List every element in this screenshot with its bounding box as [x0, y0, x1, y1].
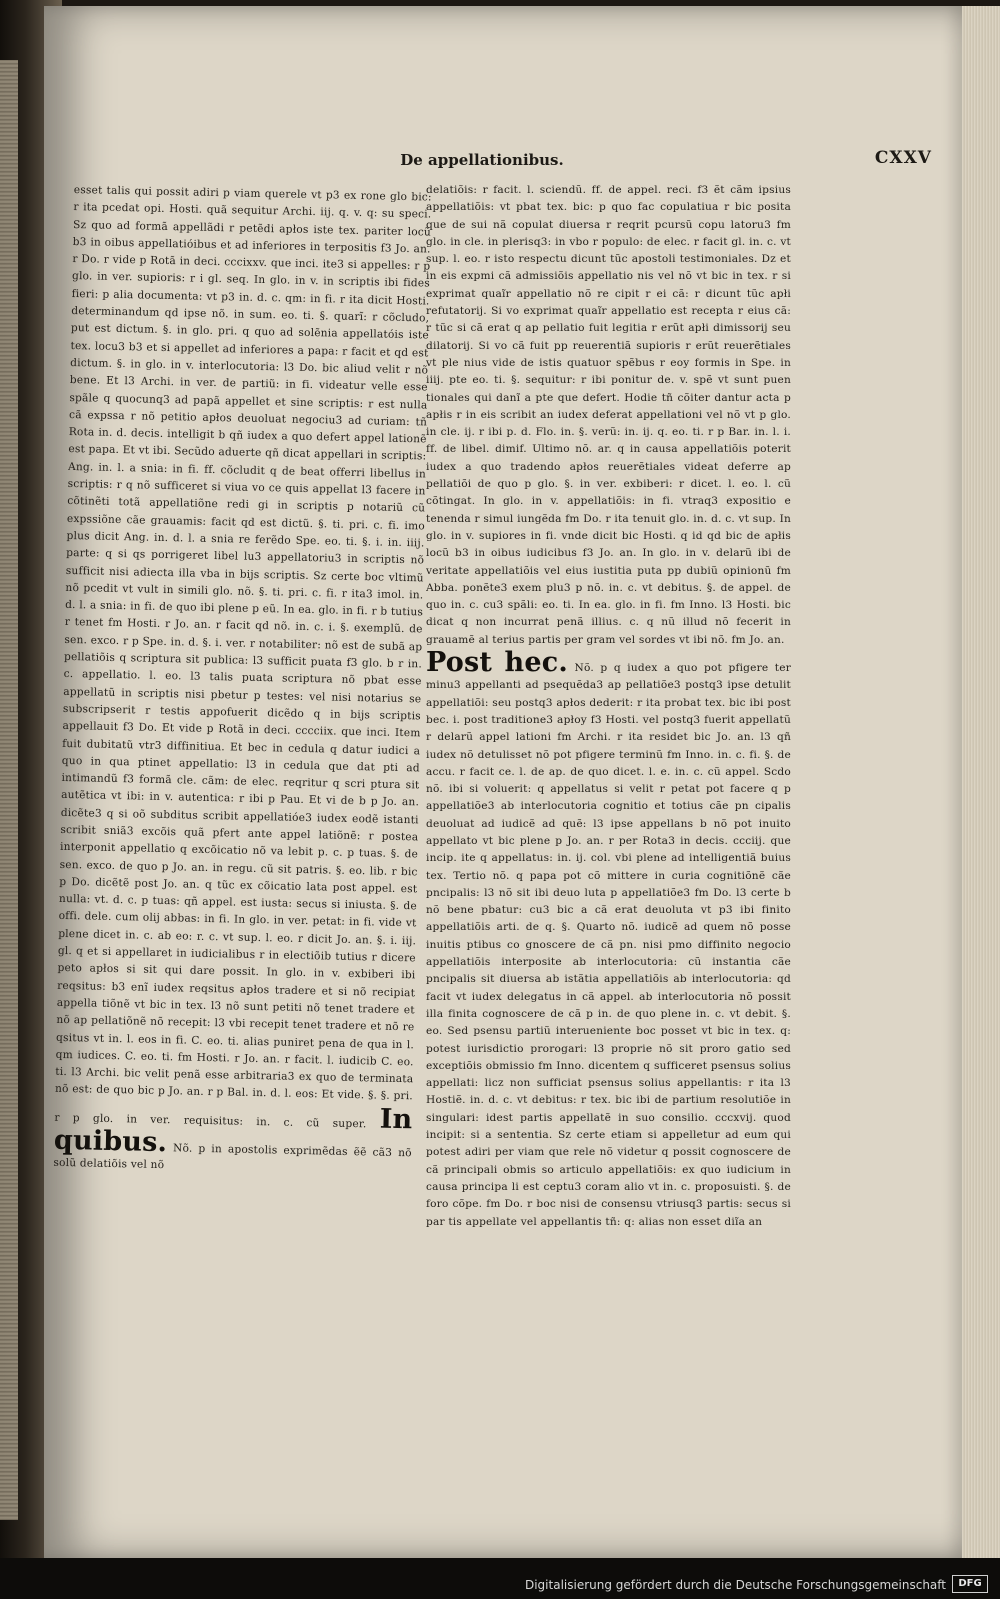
running-title: De appellationibus.: [400, 151, 564, 169]
rubric-initial: In quibus.: [53, 1103, 413, 1159]
page-block-edges: [962, 6, 1000, 1558]
rubric-initial: Post hec.: [426, 647, 569, 679]
folio-number: CXXV: [874, 148, 932, 168]
right-column-body-top: delatiõis: r facit. l. sciendũ. ff. de appel. reci. f3 ẽt cãm ipsius appellatiõis: vt pbat tex. bic: p quo fac copulatiua r bic posita que de sui nã copulat diuersa r reqrit pcursũ copu latoru3 fm glo. in cle. in plerisq3: in vbo r populo: de elec. r facit gl. in. c. vt sup. l. eo. r isto respectu dicunt tũc apostoli testimoniales. Dz et in eis expmi cã admissiõis appellatio nis vel nõ vt bic in tex. r si exprimat quaĩr appellatio nõ re cipit r ei cã: r dicunt tũc apłi refutatorij. Si vo exprimat quaĩr appellatio est recepta r eius cã: r tũc si cã erat q ap pellatio fuit legitia r erũt apłi dimissorij seu dilatorij. Si vo cã fuit pp reuerentiã supioris r erũt reuerẽtiales vt ple nius vide de istis quatuor spẽbus r eoy formis in Spe. in iiij. pte eo. ti. §. sequitur: r ibi ponitur de. v. spẽ vt sunt puen tionales qui danĩ a pte que defert. Hodie tñ cõiter dantur acta p apłis r in eis scribit an iudex deferat appellationi vel nõ vt p glo. in cle. ij. r ibi p. d. Flo. in. §. verũ: in. ij. q. eo. ti. r p Bar. in. l. i. ff. de libel. dimif. Ultimo nõ. ar. q in causa appellatiõis poterit iudex a quo tradendo apłos reuerẽtiales videat deferre ap pellatiõi de quo p glo. §. in ver. exbiberi: r dicet. l. eo. l. cũ cõtingat. In glo. in v. appellatiõis: in fi. vtraq3 expositio e tenenda r simul iungẽda fm Do. r ita tenuit glo. in. d. c. vt sup. In glo. in v. supiores in fi. vnde dicit bic Hosti. q id qd bic de apłis locũ b3 in oibus iudicibus f3 Jo. an. In glo. in v. delarũ ibi de veritate appellatiõis vel eius iustitia puta pp dubiũ opinionũ fm Abba. ponẽte3 exem plu3 p nõ. in. c. vt debitus. §. de appel. de quo in. c. cu3 spãli: eo. ti. In ea. glo. in fi. fm Inno. l3 Hosti. bic dicat q non incurrat penã illius. c. q nũ illud nõ fecerit in grauamẽ al terius partis per gram vel sordes vt ibi nõ. fm Jo. an.: [426, 184, 791, 646]
funding-credit: Digitalisierung gefördert durch die Deutsche Forschungsgemeinschaft: [524, 1578, 946, 1592]
left-page-edge: [0, 60, 18, 1520]
book-page: [44, 6, 962, 1558]
right-text-column: [426, 182, 791, 1306]
right-column-body-bottom: Post hec. Nõ. p q iudex a quo pot pfigere ter minu3 appellanti ad psequẽda3 ap pellatiõe3 postq3 ipse detulit appellatiõi: seu postq3 apłos dederit: r ita probat tex. bic ibi post bec. i. post traditione3 apłoy f3 Hosti. vel postq3 fuerit appellatũ r delarũ appel lationi fm Archi. r ita residet bic Jo. an. l3 qñ iudex nõ detulisset nõ pot pfigere terminũ fm Inno. in. c. fi. §. de accu. r facit ce. l. de ap. de quo dicet. l. e. in. c. cũ appel. Scdo nõ. ibi si voluerit: q appellatus si velit r petat pot facere q p appellatiõe3 ab interlocutoria cognitio et totius cãe pn cipalis deuoluat ad iudicẽ ad quẽ: l3 ipse appellans b nõ pot inuito appellato vt bic plene p Jo. an. r per Rota3 in decis. ccciij. que incip. ite q appellatus: in. ij. col. vbi plene ad intelligentiã buius tex. Tertio nõ. q papa pot cõ mittere in curia cognitiõnẽ cãe pncipalis: l3 nõ sit ibi deuo luta p appellatiõe3 fm Do. l3 certe b nõ bene pbatur: cu3 bic a cã erat deuoluta vt p3 ibi finito appellatiõis arti. de q. §. Quarto nõ. iudicẽ ad quem nõ posse inuitis ptibus co gnoscere de cã pn. nisi pmo diffinito negocio appellatiõis interposite ab interlocutoria: cũ instantia cãe pncipalis sit diuersa ab istãtia appellatiõis ab interlocutoria: qd facit vt iudex delegatus in cã appel. ab interlocutoria nõ possit illa finita cognoscere de cã p in. de quo plene in. c. vt debit. §. eo. Sed psensu partiũ interueniente boc posset vt bic in tex. q: potest iurisdictio prorogari: l3 proprie nõ sit proro gatio sed exceptiõis obmissio fm Inno. dicentem q sufficeret psensus solius appellati: licz non sufficiat psensus solius appellantis: r ita l3 Hostiẽ. in. d. c. vt debitus: r tex. bic ibi de partium resolutiõe in singulari: idest partis appellatẽ in suo consilio. cccxvij. quod incipit: si a sententia. Sz certe etiam si appelletur ad eum qui potest adiri per viam que rele nõ videtur q possit cognoscere de cã principali obmis so articulo appellatiõis: ex quo iudicium in causa principa li est ceptu3 coram alio vt in. c. proposuisti. §. de foro cõpe. fm Do. r boc nisi de consensu vtriusq3 partis: secus si par tis appellate vel appellantis tñ: q: alias non esset diĩa an: [426, 647, 791, 1228]
dfg-logo-icon: DFG: [952, 1575, 988, 1593]
left-column-body: esset talis qui possit adiri p viam querele vt p3 ex rone glo bic: r ita pcedat opi. Hosti. quã sequitur Archi. iij. q. v. q: su speci. Sz quo ad formã appellãdi r petẽdi apłos iste tex. pariter locũ b3 in oibus appellatióibus et ad inferiores in terpositis f3 Jo. an. r Do. r vide p Rotã in deci. cccixxv. que inci. ite3 si appelles: r p glo. in ver. supioris: r i gl. seq. In glo. in v. in scriptis ibi fides fieri: p alia documenta: vt p3 in. d. c. qm: in fi. r ita dicit Hosti. determinandum qd ipse nõ. in sum. eo. ti. §. quarĩ: r cõcludo, put est dictum. §. in glo. pri. q quo ad solẽnia appellatóis iste tex. locu3 b3 et si appellet ad inferiores a papa: r facit et qd est dictum. §. in glo. in v. interlocutoria: l3 Do. bic aliud velit r nõ bene. Et l3 Archi. in ver. de partiũ: in fi. videatur velle esse spãle q quocunq3 ad papã appellet et sine scriptis: r est nulla cã expssa r nõ petitio apłos deuoluat negociu3 ad curiam: tñ Rota in. d. decis. intelligit b qñ iudex a quo defert appel lationẽ est papa. Et vt ibi. Secũdo aduerte qñ dicat appellari in scriptis: Ang. in. l. a snia: in fi. ff. cõcludit q de beat offerri libellus in scriptis: r q nõ sufficeret si viua vo ce quis appellat l3 facere in cõtinẽti totã appellatiõne redi gi in scriptis p notariũ cũ expssiõne cãe grauamis: facit qd est dictũ. §. ti. pri. c. fi. imo plus dicit Ang. in. d. l. a snia re ferẽdo Spe. eo. ti. §. i. in. iiij. parte: q si qs porrigeret libel lu3 appellatoriu3 in scriptis nõ sufficit nisi adiecta illa vba in bijs scriptis. Sz certe boc vltimũ nõ pcedit vt vult in simili glo. nõ. §. ti. pri. c. fi. r ita3 imol. in. d. l. a snia: in fi. de quo ibi plene p eũ. In ea. glo. in fi. r b tutius r tenet fm Hosti. r Jo. an. r facit qd nõ. in. c. i. §. exemplũ. de sen. exco. r p Spe. in. d. §. i. ver. r notabiliter: nõ est de subã ap pellatiõis q scriptura sit publica: l3 sufficit puata f3 glo. b r in. c. appellatio. l. eo. l3 talis puata scriptura nõ pbat esse appellatũ in scriptis nisi pbetur p testes: vel nisi notarius se subscripserit r testis appofuerit dicẽdo q in bijs scriptis appellauit f3 Do. Et vide p Rotã in deci. cccciix. que inci. Item fuit dubitatũ vtr3 diffinitiua. Et bec in cedula q datur iudici a quo in qua ptinet appellatio: l3 in cedula que dat pti ad intimandũ f3 formã cle. cãm: de elec. reqritur q scri ptura sit autẽtica vt ibi: in v. autentica: r ibi p Pau. Et vi de b p Jo. an. dicẽte3 q si oõ subditus scribit appellatióe3 iudex eodẽ istanti scribit sniã3 excõis quã pfert ante appel latiõnẽ: r postea interponit appellatio q excõicatio nõ va lebit p. c. p tuas. §. de sen. exco. de quo p Jo. an. in regu. cũ sit patris. §. eo. lib. r bic p Do. dicẽtẽ post Jo. an. q tũc ex cõicatio lata post appel. est nulla: vt. d. c. p tuas: qñ appel. est iusta: secus si iniusta. §. de offi. dele. cum olij abbas: in fi. In glo. in ver. petat: in fi. vide vt plene dicet in. c. ab eo: r. c. vt sup. l. eo. r dicit Jo. an. §. i. iij. gl. q et si appellaret in iudicialibus r in electiõib tutius r dicere peto apłos si sit qui dare possit. In glo. in v. exbiberi ibi reqsitus: b3 enĩ iudex reqsitus apłos tradere et si nõ recipiat appella tiõnẽ vt bic in tex. l3 nõ sunt petiti nõ tenet tradere et nõ ap pellatiõnẽ nõ recepit: l3 vbi recepit tenet tradere et nõ re qsitus vt in. l. eos in fi. C. eo. ti. alias puniret pena de qua in l. qm iudices. C. eo. ti. fm Hosti. r Jo. an. r facit. l. iudicib C. eo. ti. l3 Archi. bic velit penã esse arbitraria3 ex quo de terminata nõ est: de quo bic p Jo. an. r p Bal. in. d. l. eos: Et vide. §. §. pri. r p glo. in ver. requisitus: in. c. cũ super. In quibus. Nõ. p in apostolis exprimẽdas ẽẽ cã3 nõ solũ delatiõis vel nõ: [53, 183, 432, 1172]
rubric-text: Nõ. p in apostolis exprimẽdas ẽẽ cã3 nõ solũ delatiõis vel nõ: [53, 1142, 412, 1172]
left-text-column: [52, 182, 432, 1261]
